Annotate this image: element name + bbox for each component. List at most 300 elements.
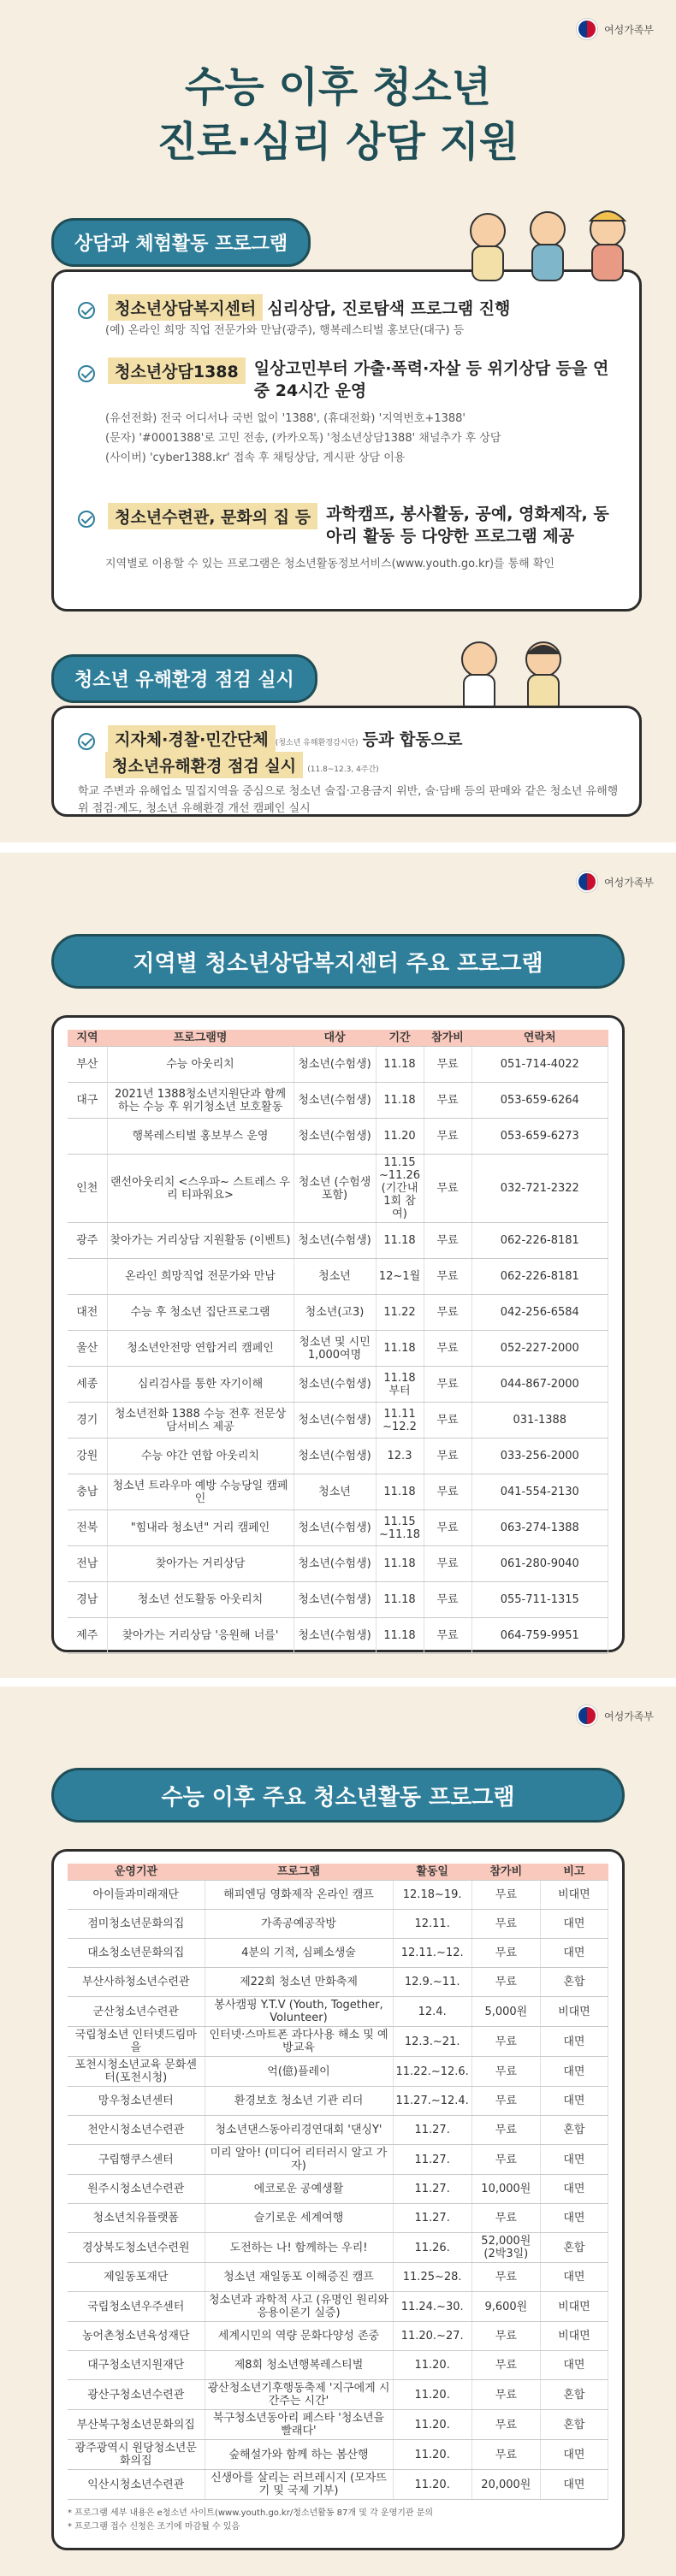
table-cell: "힘내라 청소년" 거리 캠페인: [107, 1510, 294, 1546]
table-cell: 무료: [424, 1582, 471, 1618]
table-cell: 11.18 부터: [376, 1367, 424, 1403]
table-cell: 11.15 ~11.18: [376, 1510, 424, 1546]
activity-table-box: [51, 1849, 625, 2550]
table-cell: 제일동포재단: [68, 2263, 205, 2292]
table-cell: 국립청소년 인터넷드림마을: [68, 2027, 205, 2057]
table-cell: 강원: [68, 1439, 107, 1474]
table-cell: 무료: [471, 1939, 540, 1968]
table-cell: 찾아가는 거리상담 지원활동 (이벤트): [107, 1223, 294, 1259]
table-row: [68, 2145, 608, 2175]
table-cell: 찾아가는 거리상담 '응원해 너를': [107, 1618, 294, 1654]
col-header: 기간: [376, 1030, 424, 1047]
table-header-row: [68, 1864, 608, 1881]
table-row: [68, 2204, 608, 2233]
table-row: [68, 1474, 608, 1510]
table-cell: 11.27.: [393, 2175, 471, 2204]
table-cell: 무료: [471, 2204, 540, 2233]
table-cell: 11.20: [376, 1119, 424, 1155]
table-cell: 부산: [68, 1047, 107, 1083]
table-cell: 비대면: [540, 1997, 608, 2027]
table-cell: 광산구청소년수련관: [68, 2380, 205, 2410]
table-cell: 11.11 ~12.2: [376, 1403, 424, 1439]
table-cell: 9,600원: [471, 2292, 540, 2322]
programs-box: [51, 269, 642, 612]
table-row: [68, 2440, 608, 2470]
table-cell: 혼합: [540, 2380, 608, 2410]
table-cell: 11.20.~27.: [393, 2322, 471, 2351]
table-cell: 청소년안전망 연합거리 캠페인: [107, 1331, 294, 1367]
table-cell: 5,000원: [471, 1997, 540, 2027]
table-cell: 055-711-1315: [471, 1582, 608, 1618]
section-label-programs: 상담과 체험활동 프로그램: [51, 218, 311, 267]
table-row: [68, 2087, 608, 2116]
table-cell: 청소년(수험생): [294, 1439, 376, 1474]
table-cell: 구립행쿠스센터: [68, 2145, 205, 2175]
inspection-period: (11.8~12.3, 4주간): [307, 765, 379, 774]
table-row: [68, 2233, 608, 2263]
table-row: [68, 1510, 608, 1546]
table-cell: 점미청소년문화의집: [68, 1910, 205, 1939]
table-cell: 무료: [424, 1295, 471, 1331]
table-cell: 061-280-9040: [471, 1546, 608, 1582]
table-cell: [68, 1119, 107, 1155]
col-header: 지역: [68, 1030, 107, 1047]
table-cell: 광주광역시 원당청소년문화의집: [68, 2440, 205, 2470]
table-cell: 12.11.: [393, 1910, 471, 1939]
table-row: [68, 1939, 608, 1968]
item-tag: 청소년상담복지센터: [108, 294, 263, 321]
col-header: 비고: [540, 1864, 608, 1881]
regional-title: 지역별 청소년상담복지센터 주요 프로그램: [51, 934, 625, 989]
table-cell: 무료: [471, 2087, 540, 2116]
table-cell: 044-867-2000: [471, 1367, 608, 1403]
table-cell: 무료: [471, 2263, 540, 2292]
table-cell: 무료: [471, 2380, 540, 2410]
table-cell: 신생아를 살리는 러브레시지 (모자뜨기 및 국제 기부): [205, 2470, 393, 2500]
table-cell: 11.18: [376, 1223, 424, 1259]
table-cell: 수능 아웃리치: [107, 1047, 294, 1083]
table-cell: 051-714-4022: [471, 1047, 608, 1083]
table-cell: 울산: [68, 1331, 107, 1367]
table-cell: 무료: [424, 1223, 471, 1259]
table-cell: 비대면: [540, 2322, 608, 2351]
table-cell: 충남: [68, 1474, 107, 1510]
table-cell: 인천: [68, 1155, 107, 1223]
table-cell: 12.11.~12.: [393, 1939, 471, 1968]
table-row: [68, 2380, 608, 2410]
table-row: [68, 1618, 608, 1654]
table-cell: 청소년(수험생): [294, 1367, 376, 1403]
table-cell: 온라인 희망직업 전문가와 만남: [107, 1259, 294, 1295]
table-cell: 11.25~28.: [393, 2263, 471, 2292]
title-line-2: 진로·심리 상담 지원: [157, 118, 519, 166]
table-cell: 전남: [68, 1546, 107, 1582]
table-cell: 청소년 및 시민 1,000여명: [294, 1331, 376, 1367]
table-cell: 대면: [540, 2263, 608, 2292]
item-head: 과학캠프, 봉사활동, 공예, 영화제작, 동아리 활동 등 다양한 프로그램 제공: [326, 505, 609, 546]
table-cell: 11.18: [376, 1474, 424, 1510]
table-cell: 11.18: [376, 1047, 424, 1083]
table-cell: 해피엔딩 영화제작 온라인 캠프: [205, 1881, 393, 1910]
program-item-youth-center: [78, 503, 619, 574]
table-cell: 대구청소년지원재단: [68, 2351, 205, 2380]
table-cell: 제주: [68, 1618, 107, 1654]
table-cell: 무료: [471, 2410, 540, 2440]
table-row: [68, 1968, 608, 1997]
table-row: [68, 1155, 608, 1223]
table-cell: 혼합: [540, 2410, 608, 2440]
table-cell: 11.18: [376, 1546, 424, 1582]
item-sub: 지역별로 이용할 수 있는 프로그램은 청소년활동정보서비스(www.youth.go.kr)를 통해 확인: [105, 558, 554, 570]
table-cell: 11.22: [376, 1295, 424, 1331]
table-cell: 혼합: [540, 1968, 608, 1997]
table-cell: 대소청소년문화의집: [68, 1939, 205, 1968]
ministry-logo: [577, 19, 654, 39]
footnotes: [68, 2507, 608, 2534]
program-item-counseling-center: [78, 294, 619, 340]
table-cell: 무료: [424, 1474, 471, 1510]
table-cell: 봉사캠핑 Y.T.V (Youth, Together, Volunteer): [205, 1997, 393, 2027]
ministry-logo: [577, 871, 654, 892]
table-cell: 062-226-8181: [471, 1223, 608, 1259]
table-cell: 혼합: [540, 2116, 608, 2145]
table-cell: 11.27.~12.4.: [393, 2087, 471, 2116]
table-cell: 청소년 트라우마 예방 수능당일 캠페인: [107, 1474, 294, 1510]
table-cell: 11.27.: [393, 2204, 471, 2233]
inspection-item: [78, 725, 619, 818]
activity-title: 수능 이후 주요 청소년활동 프로그램: [51, 1768, 625, 1823]
table-cell: 053-659-6264: [471, 1083, 608, 1119]
table-cell: 무료: [424, 1047, 471, 1083]
table-cell: 무료: [424, 1155, 471, 1223]
table-cell: 경남: [68, 1582, 107, 1618]
check-circle-icon: [78, 302, 95, 319]
students-illustration-icon: [454, 197, 642, 282]
table-cell: 063-274-1388: [471, 1510, 608, 1546]
table-cell: 10,000원: [471, 2175, 540, 2204]
table-row: [68, 1119, 608, 1155]
table-row: [68, 2292, 608, 2322]
table-row: [68, 1295, 608, 1331]
table-cell: 수능 후 청소년 집단프로그램: [107, 1295, 294, 1331]
table-cell: 12.3.~21.: [393, 2027, 471, 2057]
table-cell: 도전하는 나! 함께하는 우리!: [205, 2233, 393, 2263]
table-cell: 무료: [471, 2145, 540, 2175]
table-cell: 대면: [540, 1910, 608, 1939]
footnote: * 프로그램 접수 신청은 조기에 마감될 수 있음: [68, 2522, 240, 2532]
table-cell: 광산청소년기후행동축제 '지구에게 시간주는 시간': [205, 2380, 393, 2410]
table-cell: 11.20.: [393, 2410, 471, 2440]
item-tag: 청소년수련관, 문화의 집 등: [108, 503, 317, 529]
ministry-name: 여성가족부: [604, 1710, 654, 1722]
table-cell: 20,000원: [471, 2470, 540, 2500]
inspection-head-2: 청소년유해환경 점검 실시: [105, 752, 303, 778]
table-row: [68, 1439, 608, 1474]
table-cell: 무료: [471, 2440, 540, 2470]
table-cell: 11.18: [376, 1618, 424, 1654]
table-cell: 11.26.: [393, 2233, 471, 2263]
inspection-tag: 지자체·경찰·민간단체: [108, 725, 276, 752]
table-cell: 11.18: [376, 1083, 424, 1119]
regional-table-box: [51, 1015, 625, 1652]
table-cell: 무료: [424, 1546, 471, 1582]
table-cell: 포천시청소년교육 문화센터(포천시청): [68, 2057, 205, 2087]
table-cell: 익산시청소년수련관: [68, 2470, 205, 2500]
table-cell: 12~1월: [376, 1259, 424, 1295]
table-row: [68, 1259, 608, 1295]
table-cell: 대전: [68, 1295, 107, 1331]
col-header: 참가비: [471, 1864, 540, 1881]
table-cell: 전북: [68, 1510, 107, 1546]
table-cell: 청소년전화 1388 수능 전후 전문상담서비스 제공: [107, 1403, 294, 1439]
table-row: [68, 2470, 608, 2500]
ministry-name: 여성가족부: [604, 23, 654, 36]
table-cell: 11.15 ~11.26 (기간내 1회 참여): [376, 1155, 424, 1223]
table-row: [68, 2057, 608, 2087]
table-row: [68, 1047, 608, 1083]
item-sub: (예) 온라인 희망 직업 전문가와 만남(광주), 행복레스티벌 홍보단(대구) 등: [105, 324, 465, 337]
col-header: 대상: [294, 1030, 376, 1047]
table-cell: 부산북구청소년문화의집: [68, 2410, 205, 2440]
table-cell: 11.20.: [393, 2380, 471, 2410]
table-cell: 제22회 청소년 만화축제: [205, 1968, 393, 1997]
inspection-box: [51, 706, 642, 817]
table-cell: 064-759-9951: [471, 1618, 608, 1654]
inspection-desc: 학교 주변과 유해업소 밀집지역을 중심으로 청소년 술집·고용금지 위반, 술·담배 등의 판매와 같은 청소년 유해행위 점검·계도, 청소년 유해환경 개선 캠페인 실시: [78, 785, 619, 815]
table-cell: 비대면: [540, 2292, 608, 2322]
table-cell: 청소년(수험생): [294, 1618, 376, 1654]
table-cell: 국립청소년우주센터: [68, 2292, 205, 2322]
table-cell: 부산사하청소년수련관: [68, 1968, 205, 1997]
table-row: [68, 1881, 608, 1910]
table-row: [68, 1331, 608, 1367]
table-row: [68, 2410, 608, 2440]
table-cell: 세종: [68, 1367, 107, 1403]
table-cell: 11.18: [376, 1582, 424, 1618]
table-cell: 억(億)플레이: [205, 2057, 393, 2087]
item-head: 심리상담, 진로탐색 프로그램 진행: [267, 299, 511, 318]
table-cell: 대구: [68, 1083, 107, 1119]
table-cell: 아이들과미래재단: [68, 1881, 205, 1910]
table-cell: 11.20.: [393, 2351, 471, 2380]
regional-table: [68, 1030, 608, 1654]
table-cell: 랜선아웃리치 <스우파~ 스트레스 우리 티파워요>: [107, 1155, 294, 1223]
table-row: [68, 1997, 608, 2027]
table-cell: 청소년 선도활동 아웃리치: [107, 1582, 294, 1618]
table-cell: [68, 1259, 107, 1295]
table-cell: 무료: [424, 1403, 471, 1439]
item-sub: (문자) '#0001388'로 고민 전송, (카카오톡) '청소년상담1388' 채널추가 후 상담: [105, 432, 501, 445]
panel-consulting: [0, 0, 676, 842]
table-cell: 대면: [540, 2440, 608, 2470]
table-cell: 4분의 기적, 심폐소생술: [205, 1939, 393, 1968]
table-row: [68, 2263, 608, 2292]
panel-regional-programs: [0, 853, 676, 1678]
table-cell: 찾아가는 거리상담: [107, 1546, 294, 1582]
table-row: [68, 2116, 608, 2145]
col-header: 운영기관: [68, 1864, 205, 1881]
table-cell: 무료: [471, 2351, 540, 2380]
table-cell: 무료: [471, 2322, 540, 2351]
table-cell: 052-227-2000: [471, 1331, 608, 1367]
table-row: [68, 1403, 608, 1439]
footnote: * 프로그램 세부 내용은 e청소년 사이트(www.youth.go.kr/청소년활동 87개 및 각 운영기관 문의: [68, 2508, 434, 2518]
table-cell: 대면: [540, 2175, 608, 2204]
table-cell: 무료: [424, 1259, 471, 1295]
table-cell: 원주시청소년수련관: [68, 2175, 205, 2204]
activity-table: [68, 1864, 608, 2500]
table-cell: 청소년(수험생): [294, 1047, 376, 1083]
panel-activity-programs: [0, 1687, 676, 2576]
table-cell: 청소년과 과학적 사고 (유명인 원리와 응용이론기 실증): [205, 2292, 393, 2322]
table-row: [68, 1910, 608, 1939]
table-cell: 인터넷·스마트폰 과다사용 해소 및 예방교육: [205, 2027, 393, 2057]
table-cell: 환경보호 청소년 기관 리더: [205, 2087, 393, 2116]
table-cell: 수능 야간 연합 아웃리치: [107, 1439, 294, 1474]
page-title: [0, 60, 676, 169]
table-row: [68, 2175, 608, 2204]
table-cell: 비대면: [540, 1881, 608, 1910]
table-cell: 무료: [424, 1367, 471, 1403]
table-cell: 청소년(수험생): [294, 1546, 376, 1582]
inspectors-illustration-icon: [445, 629, 582, 714]
table-cell: 청소년댄스동아리경연대회 '댄싱Y': [205, 2116, 393, 2145]
table-cell: 무료: [424, 1083, 471, 1119]
table-cell: 대면: [540, 2087, 608, 2116]
table-cell: 청소년 재일동포 이해증진 캠프: [205, 2263, 393, 2292]
table-cell: 11.24.~30.: [393, 2292, 471, 2322]
table-cell: 경상북도청소년수련원: [68, 2233, 205, 2263]
col-header: 프로그램: [205, 1864, 393, 1881]
table-cell: 숲해설가와 함께 하는 봄산행: [205, 2440, 393, 2470]
check-circle-icon: [78, 365, 95, 382]
table-cell: 무료: [471, 1881, 540, 1910]
table-cell: 무료: [424, 1119, 471, 1155]
table-cell: 청소년 (수험생 포함): [294, 1155, 376, 1223]
table-cell: 제8회 청소년행복레스티벌: [205, 2351, 393, 2380]
table-cell: 무료: [424, 1331, 471, 1367]
government-emblem-icon: [577, 871, 597, 892]
table-cell: 12.3: [376, 1439, 424, 1474]
table-cell: 대면: [540, 2470, 608, 2500]
table-cell: 053-659-6273: [471, 1119, 608, 1155]
inspection-small: (청소년 유해환경감시단): [275, 739, 359, 747]
table-cell: 12.18~19.: [393, 1881, 471, 1910]
table-cell: 062-226-8181: [471, 1259, 608, 1295]
table-row: [68, 1367, 608, 1403]
table-cell: 032-721-2322: [471, 1155, 608, 1223]
table-row: [68, 2351, 608, 2380]
item-head: 일상고민부터 가출·폭력·자살 등 위기상담 등을 연중 24시간 운영: [253, 359, 609, 400]
table-cell: 대면: [540, 2027, 608, 2057]
table-cell: 청소년: [294, 1259, 376, 1295]
table-cell: 청소년(수험생): [294, 1403, 376, 1439]
table-cell: 대면: [540, 2057, 608, 2087]
table-row: [68, 1546, 608, 1582]
table-cell: 청소년(수험생): [294, 1223, 376, 1259]
table-cell: 041-554-2130: [471, 1474, 608, 1510]
section-label-inspection: 청소년 유해환경 점검 실시: [51, 654, 317, 703]
inspection-head-1: 등과 합동으로: [362, 730, 463, 749]
col-header: 프로그램명: [107, 1030, 294, 1047]
table-cell: 망우청소년센터: [68, 2087, 205, 2116]
table-cell: 무료: [471, 2057, 540, 2087]
table-cell: 청소년: [294, 1474, 376, 1510]
table-cell: 천안시청소년수련관: [68, 2116, 205, 2145]
item-sub: (유선전화) 전국 어디서나 국번 없이 '1388', (휴대전화) '지역번호+1388': [105, 412, 465, 425]
table-cell: 청소년(수험생): [294, 1582, 376, 1618]
table-cell: 청소년(수험생): [294, 1510, 376, 1546]
table-row: [68, 2027, 608, 2057]
table-cell: 11.20.: [393, 2470, 471, 2500]
table-row: [68, 1083, 608, 1119]
table-cell: 무료: [424, 1439, 471, 1474]
table-cell: 042-256-6584: [471, 1295, 608, 1331]
table-cell: 광주: [68, 1223, 107, 1259]
ministry-logo: [577, 1705, 654, 1726]
table-cell: 무료: [471, 2116, 540, 2145]
table-row: [68, 1582, 608, 1618]
table-cell: 대면: [540, 2351, 608, 2380]
table-cell: 행복레스티벌 홍보부스 운영: [107, 1119, 294, 1155]
table-cell: 033-256-2000: [471, 1439, 608, 1474]
table-row: [68, 2322, 608, 2351]
table-cell: 청소년(수험생): [294, 1083, 376, 1119]
check-circle-icon: [78, 733, 95, 750]
table-cell: 미리 알아! (미디어 리터러시 알고 가자): [205, 2145, 393, 2175]
table-cell: 북구청소년동아리 페스타 '청소년을 빨래다': [205, 2410, 393, 2440]
table-cell: 11.27.: [393, 2116, 471, 2145]
table-cell: 청소년치유플랫폼: [68, 2204, 205, 2233]
col-header: 연락처: [471, 1030, 608, 1047]
table-cell: 경기: [68, 1403, 107, 1439]
table-cell: 11.27.: [393, 2145, 471, 2175]
table-cell: 무료: [471, 1910, 540, 1939]
table-cell: 심리검사를 통한 자기이해: [107, 1367, 294, 1403]
table-cell: 12.9.~11.: [393, 1968, 471, 1997]
table-cell: 무료: [424, 1510, 471, 1546]
table-cell: 세계시민의 역량 문화다양성 존중: [205, 2322, 393, 2351]
table-cell: 11.18: [376, 1331, 424, 1367]
table-cell: 청소년(수험생): [294, 1119, 376, 1155]
government-emblem-icon: [577, 19, 597, 39]
title-line-1: 수능 이후 청소년: [185, 63, 491, 111]
col-header: 활동일: [393, 1864, 471, 1881]
table-cell: 무료: [471, 1968, 540, 1997]
col-header: 참가비: [424, 1030, 471, 1047]
table-cell: 2021년 1388청소년지원단과 함께하는 수능 후 위기청소년 보호활동: [107, 1083, 294, 1119]
table-cell: 031-1388: [471, 1403, 608, 1439]
table-cell: 가족공예공작방: [205, 1910, 393, 1939]
table-cell: 에코로운 공예생활: [205, 2175, 393, 2204]
government-emblem-icon: [577, 1705, 597, 1726]
table-cell: 청소년(고3): [294, 1295, 376, 1331]
table-cell: 대면: [540, 1939, 608, 1968]
table-cell: 52,000원 (2박3일): [471, 2233, 540, 2263]
table-row: [68, 1223, 608, 1259]
table-cell: 슬기로운 세계여행: [205, 2204, 393, 2233]
table-cell: 무료: [471, 2027, 540, 2057]
ministry-name: 여성가족부: [604, 876, 654, 889]
table-header-row: [68, 1030, 608, 1047]
table-cell: 12.4.: [393, 1997, 471, 2027]
table-cell: 대면: [540, 2204, 608, 2233]
program-item-1388: [78, 357, 619, 468]
check-circle-icon: [78, 511, 95, 528]
item-sub: (사이버) 'cyber1388.kr' 접속 후 채팅상담, 게시판 상담 이용: [105, 452, 406, 464]
table-cell: 혼합: [540, 2233, 608, 2263]
table-cell: 대면: [540, 2145, 608, 2175]
